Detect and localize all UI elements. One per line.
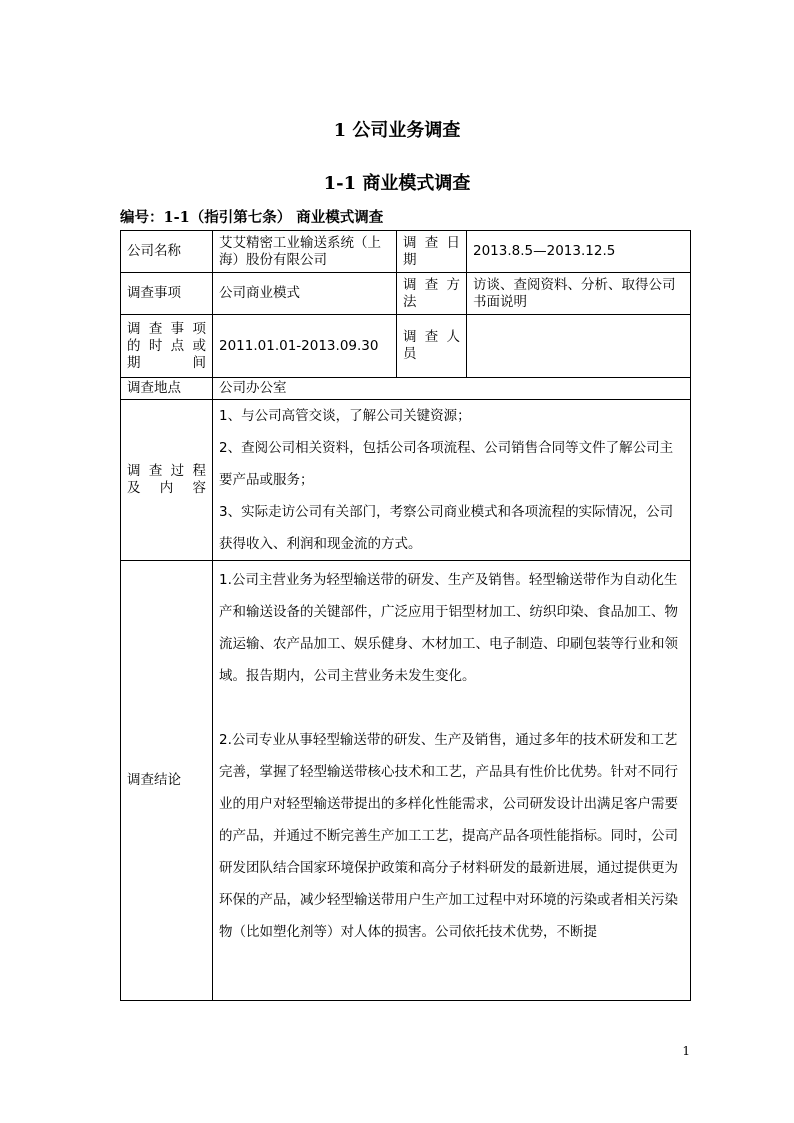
survey-place-label: 调查地点 <box>121 378 213 400</box>
process-item: 1、与公司高管交谈，了解公司关键资源； <box>219 408 471 424</box>
survey-date-label: 调 查 日期 <box>397 231 467 273</box>
company-name-label: 公司名称 <box>121 231 213 273</box>
survey-process-content <box>213 400 691 561</box>
process-item: 3、实际走访公司有关部门，考察公司商业模式和各项流程的实际情况，公司获得收入、利润和现金流的方式。 <box>219 504 674 552</box>
form-code: 编号：1-1（指引第七条） 商业模式调查 <box>120 209 384 226</box>
table-row <box>121 378 691 400</box>
page-number: 1 <box>682 1044 690 1058</box>
subsection-heading: 1-1 商业模式调查 <box>323 173 471 194</box>
survey-period-label: 调 查 事 项 的 时 点 或期间 <box>121 315 213 378</box>
survey-item-value: 公司商业模式 <box>213 273 397 315</box>
surveyor-value <box>467 315 691 378</box>
survey-item-label: 调查事项 <box>121 273 213 315</box>
paragraph-spacer <box>219 692 684 724</box>
survey-method-label: 调 查 方法 <box>397 273 467 315</box>
survey-conclusion-label: 调查结论 <box>121 561 213 1001</box>
survey-conclusion-content <box>213 561 691 1001</box>
table-row <box>121 400 691 561</box>
company-name-value: 艾艾精密工业输送系统（上海）股份有限公司 <box>213 231 397 273</box>
conclusion-paragraph: 1.公司主营业务为轻型输送带的研发、生产及销售。轻型输送带作为自动化生产和输送设备的关键部件，广泛应用于铝型材加工、纺织印染、食品加工、物流运输、农产品加工、娱乐健身、木材加工、电子制造、印刷包装等行业和领域。报告期内，公司主营业务未发生变化。 <box>219 572 678 684</box>
process-item: 2、查阅公司相关资料，包括公司各项流程、公司销售合同等文件了解公司主要产品或服务； <box>219 440 674 488</box>
survey-process-label: 调 查 过 程及内容 <box>121 400 213 561</box>
surveyor-label: 调 查 人员 <box>397 315 467 378</box>
table-row <box>121 561 691 1001</box>
survey-table <box>120 230 691 1001</box>
survey-method-value: 访谈、查阅资料、分析、取得公司书面说明 <box>467 273 691 315</box>
table-row <box>121 273 691 315</box>
table-row <box>121 231 691 273</box>
conclusion-paragraph: 2.公司专业从事轻型输送带的研发、生产及销售，通过多年的技术研发和工艺完善，掌握了轻型输送带核心技术和工艺，产品具有性价比优势。针对不同行业的用户对轻型输送带提出的多样化性能需求，公司研发设计出满足客户需要的产品，并通过不断完善生产加工工艺，提高产品各项性能指标。同时，公司研发团队结合国家环境保护政策和高分子材料研发的最新进展，通过提供更为环保的产品，减少轻型输送带用户生产加工过程中对环境的污染或者相关污染物（比如塑化剂等）对人体的损害。公司依托技术优势，不断提 <box>219 732 678 940</box>
table-row <box>121 315 691 378</box>
section-heading: 1 公司业务调查 <box>333 120 461 141</box>
survey-period-value: 2011.01.01-2013.09.30 <box>213 315 397 378</box>
survey-date-value: 2013.8.5—2013.12.5 <box>467 231 691 273</box>
survey-place-value: 公司办公室 <box>213 378 691 400</box>
